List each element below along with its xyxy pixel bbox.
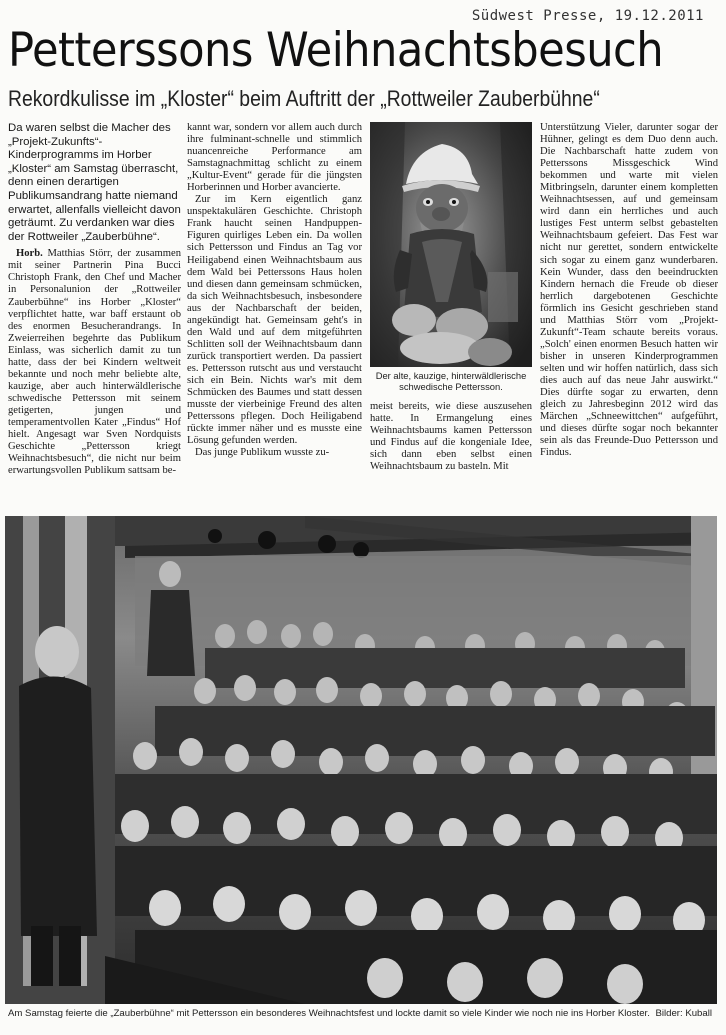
article-body-1 <box>8 248 181 477</box>
article-paragraph: Zur im Kern eigentlich ganz unspektakulären Geschichte. Christoph Frank haucht seinen Handpuppen-Figuren quirliges Leben ein. Da wollen sich Pettersson und Findus an Tag vor Heiligabend einen Weihnachtsbaum aus dem Wald bei Petterssons Haus holen und diesen dann gemeinsam schmücken, da sich Weihnachtsbesuch, insbesondere aus der Nachbarschaft der beiden, angekündigt hat. Gemeinsam geht's in den Wald und auf dem mitgeführten Schlitten soll der Weihnachtsbaum dann zurück transportiert werden. Da passiert es. Pettersson rutscht aus und verstaucht sich ein Bein. Nichts war's mit dem Schmücken des Baumes und statt dessen musste der vierbeinige Freund des alten Petterssons pflegen. Doch Heiligabend rückte immer näher und es musste eine Lösung gefunden werden. <box>187 194 362 447</box>
masthead: Südwest Presse, 19.12.2011 <box>471 8 704 24</box>
article-paragraph: kannt war, sondern vor allem auch durch ihre fulminant-schnelle und stimmlich nuancenreiche Performance am Samstagnachmittag schlicht zu einem „Kultur-Event“ gerade für die jüngsten Horberinnen und Horber avancierte. <box>187 122 362 194</box>
article-lead: Da waren selbst die Macher des „Projekt-Zukunfts“- Kinderprogramms im Horber „Kloster“ am Samstag überrascht, denn einen derartigen Publikumsandrang hatte niemand erwartet, allenfalls vielleicht davon geträumt. Zu verdanken war dies der Rottweiler „Zauberbühne“. <box>8 122 181 243</box>
subheadline: Rekordkulisse im „Kloster“ beim Auftritt der „Rottweiler Zauberbühne“ <box>8 86 600 111</box>
puppet-photo <box>370 122 532 367</box>
article-paragraph: Unterstützung Vieler, darunter sogar der Hühner, gelingt es dem Duo denn auch. Die Nachbarschaft hatte zudem von Petterssons Missgeschick Wind bekommen und warte mit vielen Mitbringseln, darunter einem kompletten Weihnachtsessen, auf und gemeinsam wird dann ein herrliches und auch lustiges Fest unterm selbst gebastelten Weihnachtsbaum gefeiert. Das Fest war nicht nur gerettet, sondern entwickelte sich sogar zu einem ganz wunderbaren. Kein Wunder, dass den beeindruckten Kindern hernach die Freude ob dieser herrlich dargebotenen Geschichte förmlich ins Gesicht geschrieben stand und Matthias Störr vom „Projekt-Zukunft“-Team schaute bereits voraus. „Solch' einen enormen Besuch hatten wir bisher in unseren Kinderprogrammen selten und wir hoffen natürlich, dass sich dies auch auf das neue Jahr auswirkt.“ Dies dürfte sogar zu erwarten, denn gleich zu Jahresbeginn 2012 wird das Märchen „Schneewittchen“ aufgeführt, und dieses dürfte sogar noch bekannter sein als das Freunde-Duo Pettersson und Findus. <box>540 122 718 459</box>
puppet-photo-caption: Der alte, kauzige, hinterwäldlerische schwedische Pettersson. <box>375 370 527 392</box>
article-column-1 <box>8 122 181 510</box>
audience-photo <box>5 516 717 1004</box>
article-paragraph: Das junge Publikum wusste zu- <box>195 447 330 459</box>
article-column-2 <box>187 122 362 510</box>
headline: Petterssons Weihnachtsbesuch <box>8 23 664 78</box>
photo-credit: Bilder: Kuball <box>655 1008 712 1019</box>
article-text-1: Matthias Störr, der zusammen mit seiner Partnerin Pina Bucci Christoph Frank, den Chef und Macher in Personalunion der „Rottweiler Zauberbühne“ ins Horber „Kloster“ verpflichtet hatte, war baff erstaunt ob des enormen Besucherandrangs. In Zweierreihen begehrte das Publikum Einlass, was sicherlich damit zu tun hatte, dass der bei Kindern weltweit bekannte und noch mehr beliebte alte, kauzige, aber auch hinterwäldlerische schwedische Pettersson mit seinem getigerten, jungen und temperamentvollen Kater „Findus“ Hof hielt. Angesagt war Sven Nordquists Geschichte „Pettersson kriegt Weihnachtsbesuch“, die nicht nur beim erwartungsvollen Publikum sattsam be- <box>8 248 181 477</box>
audience-photo-caption: Am Samstag feierte die „Zauberbühne“ mit Pettersson ein besonderes Weihnachtsfest und lockte damit so viele Kinder wie noch nie ins Horber Kloster. <box>8 1008 650 1019</box>
article-column-3 <box>370 401 532 513</box>
article-column-4 <box>540 122 718 510</box>
byline: Horb. <box>16 248 43 260</box>
article-paragraph: meist bereits, wie diese auszusehen hatte. In Ermangelung eines Weihnachtsbaums kamen Pettersson und Findus auf die kongeniale Idee, sich dann eben selbst einen Weihnachtsbaum zu basteln. Mit <box>370 401 532 473</box>
